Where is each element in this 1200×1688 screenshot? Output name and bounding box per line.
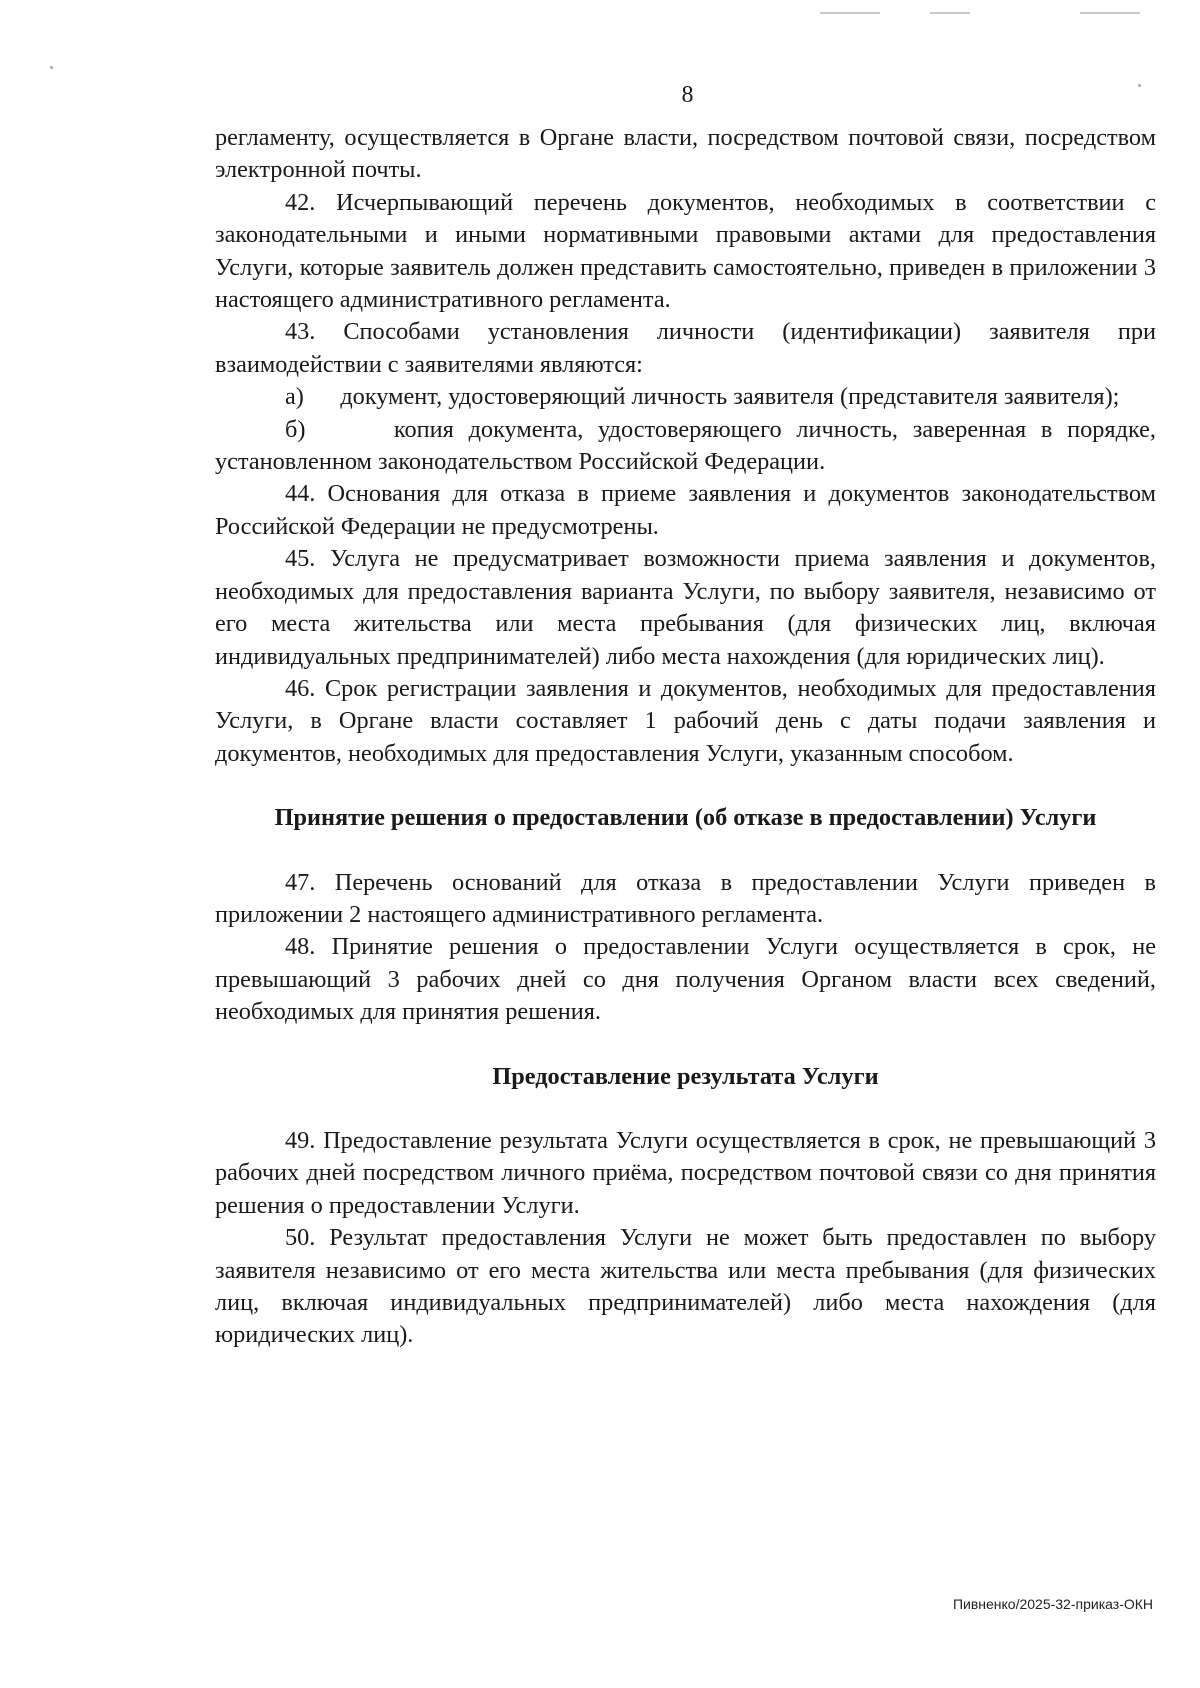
document-body — [215, 122, 1163, 1352]
paragraph-42: 42. Исчерпывающий перечень документов, необходимых в соответствии с законодательными и иными нормативными правовыми актами для предоставления Услуги, которые заявитель должен представить самостоятельно, приведен в приложении 3 настоящего административного регламента. — [215, 188, 1156, 314]
paragraph-49: 49. Предоставление результата Услуги осуществляется в срок, не превышающий 3 рабочих дней посредством личного приёма, посредством почтовой связи со дня принятия решения о предоставлении Услуги. — [215, 1126, 1156, 1219]
paragraph-50: 50. Результат предоставления Услуги не может быть предоставлен по выбору заявителя независимо от его места жительства или места пребывания (для физических лиц, включая индивидуальных предпринимателей) либо места нахождения (для юридических лиц). — [215, 1224, 1156, 1349]
list-item-a: а) документ, удостоверяющий личность заявителя (представителя заявителя); — [285, 383, 1120, 411]
section-heading-result: Предоставление результата Услуги — [492, 1062, 879, 1090]
paragraph-47: 47. Перечень оснований для отказа в предоставлении Услуги приведен в приложении 2 настоящего административного регламента. — [215, 868, 1156, 928]
scan-artifact — [930, 12, 970, 14]
paragraph-43: 43. Способами установления личности (идентификации) заявителя при взаимодействии с заявителями являются: — [215, 318, 1156, 378]
paragraph-continuation: регламенту, осуществляется в Органе власти, посредством почтовой связи, посредством электронной почты. — [215, 124, 1156, 184]
section-heading-decision: Принятие решения о предоставлении (об отказе в предоставлении) Услуги — [274, 804, 1097, 832]
scan-artifact — [1080, 12, 1140, 14]
list-item-b: б) копия документа, удостоверяющего личность, заверенная в порядке, установленном законодательством Российской Федерации. — [215, 415, 1163, 476]
paragraph-48: 48. Принятие решения о предоставлении Услуги осуществляется в срок, не превышающий 3 рабочих дней со дня получения Органом власти всех сведений, необходимых для принятия решения. — [215, 933, 1156, 1026]
paragraph-46: 46. Срок регистрации заявления и документов, необходимых для предоставления Услуги, в Органе власти составляет 1 рабочий день с даты подачи заявления и документов, необходимых для предоставления Услуги, указанным способом. — [215, 674, 1156, 767]
scan-speck — [50, 66, 53, 69]
paragraph-45: 45. Услуга не предусматривает возможности приема заявления и документов, необходимых для предоставления варианта Услуги, по выбору заявителя, независимо от его места жительства или места пребывания (для физических лиц, включая индивидуальных предпринимателей) либо места нахождения (для юридических лиц). — [215, 545, 1156, 670]
page-number: 8 — [681, 82, 694, 108]
footer-reference: Пивненко/2025-32-приказ-ОКН — [952, 1596, 1153, 1612]
paragraph-44: 44. Основания для отказа в приеме заявления и документов законодательством Российской Федерации не предусмотрены. — [215, 480, 1156, 540]
scan-artifact — [820, 12, 880, 14]
